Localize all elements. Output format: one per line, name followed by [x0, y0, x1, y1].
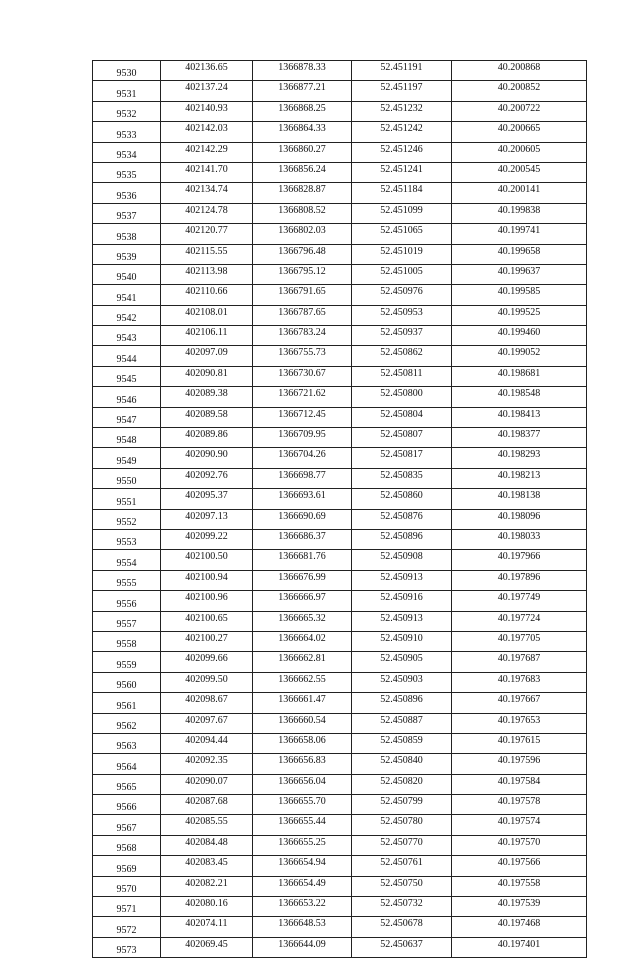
point-number-cell: 9552	[93, 509, 161, 529]
point-number-cell: 9570	[93, 876, 161, 896]
table-row	[93, 815, 587, 835]
table-row	[93, 795, 587, 815]
y-coordinate-cell: 1366755.73	[253, 346, 352, 366]
latitude-cell: 52.450913	[352, 570, 452, 590]
table-row	[93, 305, 587, 325]
x-coordinate-cell: 402099.66	[161, 652, 253, 672]
longitude-cell: 40.197653	[452, 713, 587, 733]
point-number-cell: 9539	[93, 244, 161, 264]
x-coordinate-cell: 402113.98	[161, 264, 253, 284]
x-coordinate-cell: 402100.27	[161, 631, 253, 651]
point-number-cell: 9558	[93, 631, 161, 651]
y-coordinate-cell: 1366864.33	[253, 122, 352, 142]
y-coordinate-cell: 1366661.47	[253, 693, 352, 713]
longitude-cell: 40.197615	[452, 733, 587, 753]
x-coordinate-cell: 402142.29	[161, 142, 253, 162]
y-coordinate-cell: 1366709.95	[253, 428, 352, 448]
latitude-cell: 52.450910	[352, 631, 452, 651]
longitude-cell: 40.200868	[452, 61, 587, 81]
x-coordinate-cell: 402087.68	[161, 795, 253, 815]
longitude-cell: 40.197687	[452, 652, 587, 672]
longitude-cell: 40.197578	[452, 795, 587, 815]
table-row	[93, 693, 587, 713]
table-row	[93, 774, 587, 794]
y-coordinate-cell: 1366655.70	[253, 795, 352, 815]
y-coordinate-cell: 1366662.81	[253, 652, 352, 672]
latitude-cell: 52.451005	[352, 264, 452, 284]
table-row	[93, 448, 587, 468]
point-number-cell: 9565	[93, 774, 161, 794]
point-number-cell: 9538	[93, 224, 161, 244]
point-number-cell: 9557	[93, 611, 161, 631]
longitude-cell: 40.200722	[452, 101, 587, 121]
longitude-cell: 40.199585	[452, 285, 587, 305]
longitude-cell: 40.197724	[452, 611, 587, 631]
latitude-cell: 52.451065	[352, 224, 452, 244]
longitude-cell: 40.197749	[452, 591, 587, 611]
latitude-cell: 52.450862	[352, 346, 452, 366]
latitude-cell: 52.450800	[352, 387, 452, 407]
y-coordinate-cell: 1366878.33	[253, 61, 352, 81]
latitude-cell: 52.451019	[352, 244, 452, 264]
y-coordinate-cell: 1366656.04	[253, 774, 352, 794]
y-coordinate-cell: 1366787.65	[253, 305, 352, 325]
table-row	[93, 611, 587, 631]
y-coordinate-cell: 1366783.24	[253, 326, 352, 346]
table-row	[93, 101, 587, 121]
longitude-cell: 40.199052	[452, 346, 587, 366]
point-number-cell: 9543	[93, 326, 161, 346]
table-row	[93, 672, 587, 692]
latitude-cell: 52.451099	[352, 203, 452, 223]
point-number-cell: 9572	[93, 917, 161, 937]
x-coordinate-cell: 402100.96	[161, 591, 253, 611]
y-coordinate-cell: 1366654.94	[253, 856, 352, 876]
y-coordinate-cell: 1366686.37	[253, 529, 352, 549]
latitude-cell: 52.450820	[352, 774, 452, 794]
y-coordinate-cell: 1366664.02	[253, 631, 352, 651]
longitude-cell: 40.197705	[452, 631, 587, 651]
x-coordinate-cell: 402080.16	[161, 897, 253, 917]
x-coordinate-cell: 402069.45	[161, 937, 253, 957]
longitude-cell: 40.197468	[452, 917, 587, 937]
table-body	[93, 61, 587, 958]
point-number-cell: 9556	[93, 591, 161, 611]
latitude-cell: 52.450732	[352, 897, 452, 917]
point-number-cell: 9535	[93, 162, 161, 182]
table-row	[93, 224, 587, 244]
latitude-cell: 52.450678	[352, 917, 452, 937]
point-number-cell: 9561	[93, 693, 161, 713]
table-row	[93, 897, 587, 917]
point-number-cell: 9564	[93, 754, 161, 774]
table-row	[93, 122, 587, 142]
table-row	[93, 468, 587, 488]
table-row	[93, 876, 587, 896]
point-number-cell: 9537	[93, 203, 161, 223]
x-coordinate-cell: 402082.21	[161, 876, 253, 896]
y-coordinate-cell: 1366653.22	[253, 897, 352, 917]
longitude-cell: 40.198293	[452, 448, 587, 468]
y-coordinate-cell: 1366802.03	[253, 224, 352, 244]
point-number-cell: 9549	[93, 448, 161, 468]
latitude-cell: 52.450804	[352, 407, 452, 427]
point-number-cell: 9573	[93, 937, 161, 957]
point-number-cell: 9532	[93, 101, 161, 121]
x-coordinate-cell: 402090.81	[161, 366, 253, 386]
x-coordinate-cell: 402137.24	[161, 81, 253, 101]
longitude-cell: 40.200665	[452, 122, 587, 142]
x-coordinate-cell: 402134.74	[161, 183, 253, 203]
x-coordinate-cell: 402099.22	[161, 529, 253, 549]
table-row	[93, 570, 587, 590]
latitude-cell: 52.451184	[352, 183, 452, 203]
latitude-cell: 52.450859	[352, 733, 452, 753]
latitude-cell: 52.450835	[352, 468, 452, 488]
latitude-cell: 52.451197	[352, 81, 452, 101]
longitude-cell: 40.197574	[452, 815, 587, 835]
table-row	[93, 346, 587, 366]
latitude-cell: 52.450916	[352, 591, 452, 611]
table-row	[93, 244, 587, 264]
longitude-cell: 40.199637	[452, 264, 587, 284]
longitude-cell: 40.200141	[452, 183, 587, 203]
y-coordinate-cell: 1366877.21	[253, 81, 352, 101]
x-coordinate-cell: 402100.94	[161, 570, 253, 590]
latitude-cell: 52.450817	[352, 448, 452, 468]
longitude-cell: 40.198413	[452, 407, 587, 427]
x-coordinate-cell: 402097.09	[161, 346, 253, 366]
latitude-cell: 52.450887	[352, 713, 452, 733]
longitude-cell: 40.197896	[452, 570, 587, 590]
longitude-cell: 40.197401	[452, 937, 587, 957]
x-coordinate-cell: 402074.11	[161, 917, 253, 937]
y-coordinate-cell: 1366676.99	[253, 570, 352, 590]
longitude-cell: 40.199460	[452, 326, 587, 346]
table-row	[93, 407, 587, 427]
point-number-cell: 9547	[93, 407, 161, 427]
point-number-cell: 9551	[93, 489, 161, 509]
table-row	[93, 754, 587, 774]
longitude-cell: 40.197584	[452, 774, 587, 794]
x-coordinate-cell: 402092.35	[161, 754, 253, 774]
table-row	[93, 835, 587, 855]
y-coordinate-cell: 1366808.52	[253, 203, 352, 223]
y-coordinate-cell: 1366656.83	[253, 754, 352, 774]
point-number-cell: 9568	[93, 835, 161, 855]
y-coordinate-cell: 1366660.54	[253, 713, 352, 733]
point-number-cell: 9531	[93, 81, 161, 101]
point-number-cell: 9567	[93, 815, 161, 835]
table-row	[93, 285, 587, 305]
table-row	[93, 162, 587, 182]
longitude-cell: 40.198213	[452, 468, 587, 488]
point-number-cell: 9569	[93, 856, 161, 876]
x-coordinate-cell: 402095.37	[161, 489, 253, 509]
point-number-cell: 9536	[93, 183, 161, 203]
latitude-cell: 52.450937	[352, 326, 452, 346]
coordinates-table	[92, 60, 587, 958]
longitude-cell: 40.199838	[452, 203, 587, 223]
table-row	[93, 264, 587, 284]
table-row	[93, 856, 587, 876]
point-number-cell: 9571	[93, 897, 161, 917]
y-coordinate-cell: 1366654.49	[253, 876, 352, 896]
x-coordinate-cell: 402142.03	[161, 122, 253, 142]
longitude-cell: 40.198681	[452, 366, 587, 386]
x-coordinate-cell: 402089.86	[161, 428, 253, 448]
longitude-cell: 40.200605	[452, 142, 587, 162]
longitude-cell: 40.197566	[452, 856, 587, 876]
latitude-cell: 52.450976	[352, 285, 452, 305]
y-coordinate-cell: 1366704.26	[253, 448, 352, 468]
x-coordinate-cell: 402085.55	[161, 815, 253, 835]
point-number-cell: 9548	[93, 428, 161, 448]
table-row	[93, 713, 587, 733]
x-coordinate-cell: 402092.76	[161, 468, 253, 488]
y-coordinate-cell: 1366655.44	[253, 815, 352, 835]
point-number-cell: 9545	[93, 366, 161, 386]
point-number-cell: 9559	[93, 652, 161, 672]
y-coordinate-cell: 1366791.65	[253, 285, 352, 305]
point-number-cell: 9555	[93, 570, 161, 590]
table-row	[93, 81, 587, 101]
y-coordinate-cell: 1366796.48	[253, 244, 352, 264]
latitude-cell: 52.450637	[352, 937, 452, 957]
x-coordinate-cell: 402110.66	[161, 285, 253, 305]
x-coordinate-cell: 402136.65	[161, 61, 253, 81]
latitude-cell: 52.450896	[352, 693, 452, 713]
table-row	[93, 326, 587, 346]
longitude-cell: 40.200545	[452, 162, 587, 182]
point-number-cell: 9533	[93, 122, 161, 142]
y-coordinate-cell: 1366795.12	[253, 264, 352, 284]
point-number-cell: 9534	[93, 142, 161, 162]
latitude-cell: 52.450807	[352, 428, 452, 448]
longitude-cell: 40.197558	[452, 876, 587, 896]
y-coordinate-cell: 1366690.69	[253, 509, 352, 529]
latitude-cell: 52.450750	[352, 876, 452, 896]
x-coordinate-cell: 402099.50	[161, 672, 253, 692]
x-coordinate-cell: 402090.07	[161, 774, 253, 794]
table-row	[93, 591, 587, 611]
latitude-cell: 52.451246	[352, 142, 452, 162]
latitude-cell: 52.450770	[352, 835, 452, 855]
table-row	[93, 183, 587, 203]
x-coordinate-cell: 402115.55	[161, 244, 253, 264]
y-coordinate-cell: 1366860.27	[253, 142, 352, 162]
point-number-cell: 9554	[93, 550, 161, 570]
latitude-cell: 52.450953	[352, 305, 452, 325]
table-row	[93, 428, 587, 448]
y-coordinate-cell: 1366856.24	[253, 162, 352, 182]
longitude-cell: 40.198138	[452, 489, 587, 509]
x-coordinate-cell: 402090.90	[161, 448, 253, 468]
latitude-cell: 52.450860	[352, 489, 452, 509]
latitude-cell: 52.450876	[352, 509, 452, 529]
table-row	[93, 529, 587, 549]
table-row	[93, 733, 587, 753]
point-number-cell: 9541	[93, 285, 161, 305]
x-coordinate-cell: 402100.50	[161, 550, 253, 570]
y-coordinate-cell: 1366730.67	[253, 366, 352, 386]
x-coordinate-cell: 402120.77	[161, 224, 253, 244]
point-number-cell: 9566	[93, 795, 161, 815]
longitude-cell: 40.199741	[452, 224, 587, 244]
table-row	[93, 917, 587, 937]
point-number-cell: 9562	[93, 713, 161, 733]
longitude-cell: 40.198377	[452, 428, 587, 448]
latitude-cell: 52.450905	[352, 652, 452, 672]
x-coordinate-cell: 402124.78	[161, 203, 253, 223]
x-coordinate-cell: 402108.01	[161, 305, 253, 325]
point-number-cell: 9563	[93, 733, 161, 753]
latitude-cell: 52.450780	[352, 815, 452, 835]
longitude-cell: 40.197683	[452, 672, 587, 692]
y-coordinate-cell: 1366698.77	[253, 468, 352, 488]
table-row	[93, 631, 587, 651]
x-coordinate-cell: 402094.44	[161, 733, 253, 753]
y-coordinate-cell: 1366644.09	[253, 937, 352, 957]
longitude-cell: 40.198096	[452, 509, 587, 529]
y-coordinate-cell: 1366662.55	[253, 672, 352, 692]
table-row	[93, 142, 587, 162]
latitude-cell: 52.451241	[352, 162, 452, 182]
latitude-cell: 52.451232	[352, 101, 452, 121]
point-number-cell: 9542	[93, 305, 161, 325]
y-coordinate-cell: 1366665.32	[253, 611, 352, 631]
y-coordinate-cell: 1366655.25	[253, 835, 352, 855]
x-coordinate-cell: 402141.70	[161, 162, 253, 182]
table-row	[93, 387, 587, 407]
latitude-cell: 52.450840	[352, 754, 452, 774]
x-coordinate-cell: 402106.11	[161, 326, 253, 346]
x-coordinate-cell: 402097.13	[161, 509, 253, 529]
point-number-cell: 9540	[93, 264, 161, 284]
x-coordinate-cell: 402098.67	[161, 693, 253, 713]
table-row	[93, 366, 587, 386]
y-coordinate-cell: 1366666.97	[253, 591, 352, 611]
y-coordinate-cell: 1366693.61	[253, 489, 352, 509]
point-number-cell: 9560	[93, 672, 161, 692]
longitude-cell: 40.200852	[452, 81, 587, 101]
x-coordinate-cell: 402083.45	[161, 856, 253, 876]
x-coordinate-cell: 402084.48	[161, 835, 253, 855]
table-row	[93, 937, 587, 957]
longitude-cell: 40.198548	[452, 387, 587, 407]
point-number-cell: 9544	[93, 346, 161, 366]
longitude-cell: 40.197596	[452, 754, 587, 774]
y-coordinate-cell: 1366681.76	[253, 550, 352, 570]
table-row	[93, 652, 587, 672]
x-coordinate-cell: 402100.65	[161, 611, 253, 631]
latitude-cell: 52.450799	[352, 795, 452, 815]
table-row	[93, 509, 587, 529]
y-coordinate-cell: 1366828.87	[253, 183, 352, 203]
latitude-cell: 52.450811	[352, 366, 452, 386]
y-coordinate-cell: 1366648.53	[253, 917, 352, 937]
latitude-cell: 52.450903	[352, 672, 452, 692]
longitude-cell: 40.197539	[452, 897, 587, 917]
latitude-cell: 52.450761	[352, 856, 452, 876]
x-coordinate-cell: 402097.67	[161, 713, 253, 733]
longitude-cell: 40.199658	[452, 244, 587, 264]
y-coordinate-cell: 1366721.62	[253, 387, 352, 407]
longitude-cell: 40.198033	[452, 529, 587, 549]
longitude-cell: 40.199525	[452, 305, 587, 325]
y-coordinate-cell: 1366712.45	[253, 407, 352, 427]
point-number-cell: 9553	[93, 529, 161, 549]
table-row	[93, 489, 587, 509]
latitude-cell: 52.451242	[352, 122, 452, 142]
latitude-cell: 52.450896	[352, 529, 452, 549]
latitude-cell: 52.451191	[352, 61, 452, 81]
y-coordinate-cell: 1366658.06	[253, 733, 352, 753]
longitude-cell: 40.197966	[452, 550, 587, 570]
x-coordinate-cell: 402089.38	[161, 387, 253, 407]
latitude-cell: 52.450913	[352, 611, 452, 631]
x-coordinate-cell: 402089.58	[161, 407, 253, 427]
table-row	[93, 61, 587, 81]
table-row	[93, 550, 587, 570]
y-coordinate-cell: 1366868.25	[253, 101, 352, 121]
point-number-cell: 9530	[93, 61, 161, 81]
x-coordinate-cell: 402140.93	[161, 101, 253, 121]
latitude-cell: 52.450908	[352, 550, 452, 570]
point-number-cell: 9550	[93, 468, 161, 488]
longitude-cell: 40.197570	[452, 835, 587, 855]
point-number-cell: 9546	[93, 387, 161, 407]
longitude-cell: 40.197667	[452, 693, 587, 713]
table-row	[93, 203, 587, 223]
